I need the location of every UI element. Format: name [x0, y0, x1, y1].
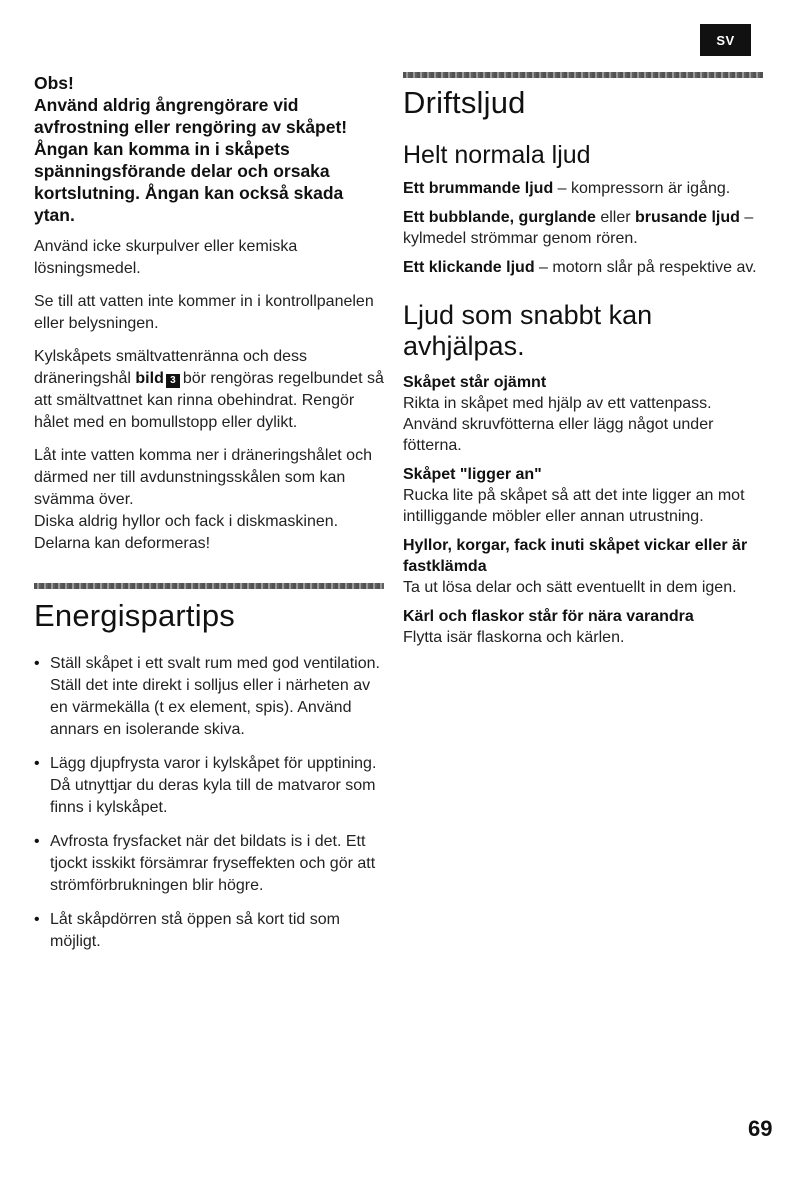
section-divider — [403, 72, 763, 78]
noise-item-lead: Ett bubblande, gurglande — [403, 209, 596, 226]
section-divider — [34, 583, 384, 589]
list-item — [34, 653, 384, 741]
fixable-entry — [403, 535, 763, 598]
noise-item — [403, 257, 763, 278]
paragraph-drain-hole: Låt inte vatten komma ner i dräneringshålet och därmed ner till avdunstningsskålen som kan svämma över. — [34, 447, 372, 508]
fixable-entry-title: Hyllor, korgar, fack inuti skåpet vickar eller är fastklämda — [403, 537, 748, 575]
notice-title: Obs! — [34, 73, 74, 93]
list-item-text: Avfrosta frysfacket när det bildats is i det. Ett tjockt isskikt försämrar fryseffekten och gör att strömförbrukningen blir högre. — [50, 833, 376, 894]
fixable-noise-heading: Ljud som snabbt kan avhjälpas. — [403, 300, 653, 361]
noise-item — [403, 178, 763, 199]
list-item — [34, 831, 384, 897]
bullet-icon: • — [34, 755, 40, 772]
list-item — [34, 753, 384, 819]
fixable-entry-text: Rikta in skåpet med hjälp av ett vattenpass. Använd skruvfötterna eller lägg något under fötterna. — [403, 395, 714, 454]
fixable-entry-text: Ta ut lösa delar och sätt eventuellt in dem igen. — [403, 579, 737, 596]
fixable-entry-text: Flytta isär flaskorna och kärlen. — [403, 629, 625, 646]
noise-item-text: eller — [595, 209, 636, 226]
noise-item-lead: Ett klickande ljud — [403, 259, 535, 276]
noise-item — [403, 207, 763, 249]
bullet-icon: • — [34, 833, 40, 850]
noise-item-text: – kompressorn är igång. — [553, 180, 731, 197]
noise-item-text: – kylmedel strömmar genom rören. — [403, 209, 754, 247]
bullet-icon: • — [34, 911, 40, 928]
operating-noise-title: Driftsljud — [403, 85, 526, 120]
fixable-entry — [403, 606, 763, 648]
page-number: 69 — [748, 1116, 773, 1141]
energy-tips-title: Energispartips — [34, 598, 235, 633]
noise-item-lead: Ett brummande ljud — [403, 180, 554, 197]
fixable-entry-text: Rucka lite på skåpet så att det inte ligger an mot intilliggande möbler eller annan utrustning. — [403, 487, 745, 525]
right-column — [403, 72, 763, 650]
fixable-entry-title: Skåpet "ligger an" — [403, 466, 542, 483]
list-item-text: Lägg djupfrysta varor i kylskåpet för upptining. Då utnyttjar du deras kyla till de matvaror som finns i kylskåpet. — [50, 755, 377, 816]
notice-text: Använd aldrig ångrengörare vid avfrostning eller rengöring av skåpet! Ångan kan komma in i skåpets spänningsförande delar och orsaka kortslutning. Ångan kan också skada ytan. — [34, 95, 348, 225]
paragraph-drain-channel — [34, 346, 384, 434]
fixable-entry — [403, 372, 763, 456]
fixable-entry-title: Skåpet står ojämnt — [403, 374, 547, 391]
left-column — [34, 72, 384, 965]
list-item-text: Ställ skåpet i ett svalt rum med god ventilation. Ställ det inte direkt i solljus eller i närheten av en värmekälla (t ex element, spis). Använd annars en isolerande skiva. — [50, 655, 380, 738]
language-badge: SV — [700, 24, 751, 56]
paragraph-cleaning-agents: Använd icke skurpulver eller kemiska lösningsmedel. — [34, 238, 298, 277]
normal-noise-heading: Helt normala ljud — [403, 141, 591, 169]
figure-reference: bild — [135, 370, 164, 387]
figure-number-badge: 3 — [166, 374, 180, 388]
drain-text-start: Kylskåpets smältvattenränna och dess dräneringshål — [34, 348, 308, 387]
paragraph-control-panel: Se till att vatten inte kommer in i kontrollpanelen eller belysningen. — [34, 293, 374, 332]
bullet-icon: • — [34, 655, 40, 672]
fixable-entry-title: Kärl och flaskor står för nära varandra — [403, 608, 694, 625]
noise-item-text: – motorn slår på respektive av. — [534, 259, 757, 276]
energy-tips-list — [34, 653, 384, 953]
drain-text-end: bör rengöras regelbundet så att smältvattnet kan rinna obehindrat. Rengör hålet med en bomullstopp eller dylikt. — [34, 370, 384, 431]
fixable-entry — [403, 464, 763, 527]
noise-item-lead: brusande ljud — [635, 209, 740, 226]
paragraph-dishwasher: Diska aldrig hyllor och fack i diskmaskinen. Delarna kan deformeras! — [34, 513, 339, 552]
list-item-text: Låt skåpdörren stå öppen så kort tid som möjligt. — [50, 911, 340, 950]
list-item — [34, 909, 384, 953]
